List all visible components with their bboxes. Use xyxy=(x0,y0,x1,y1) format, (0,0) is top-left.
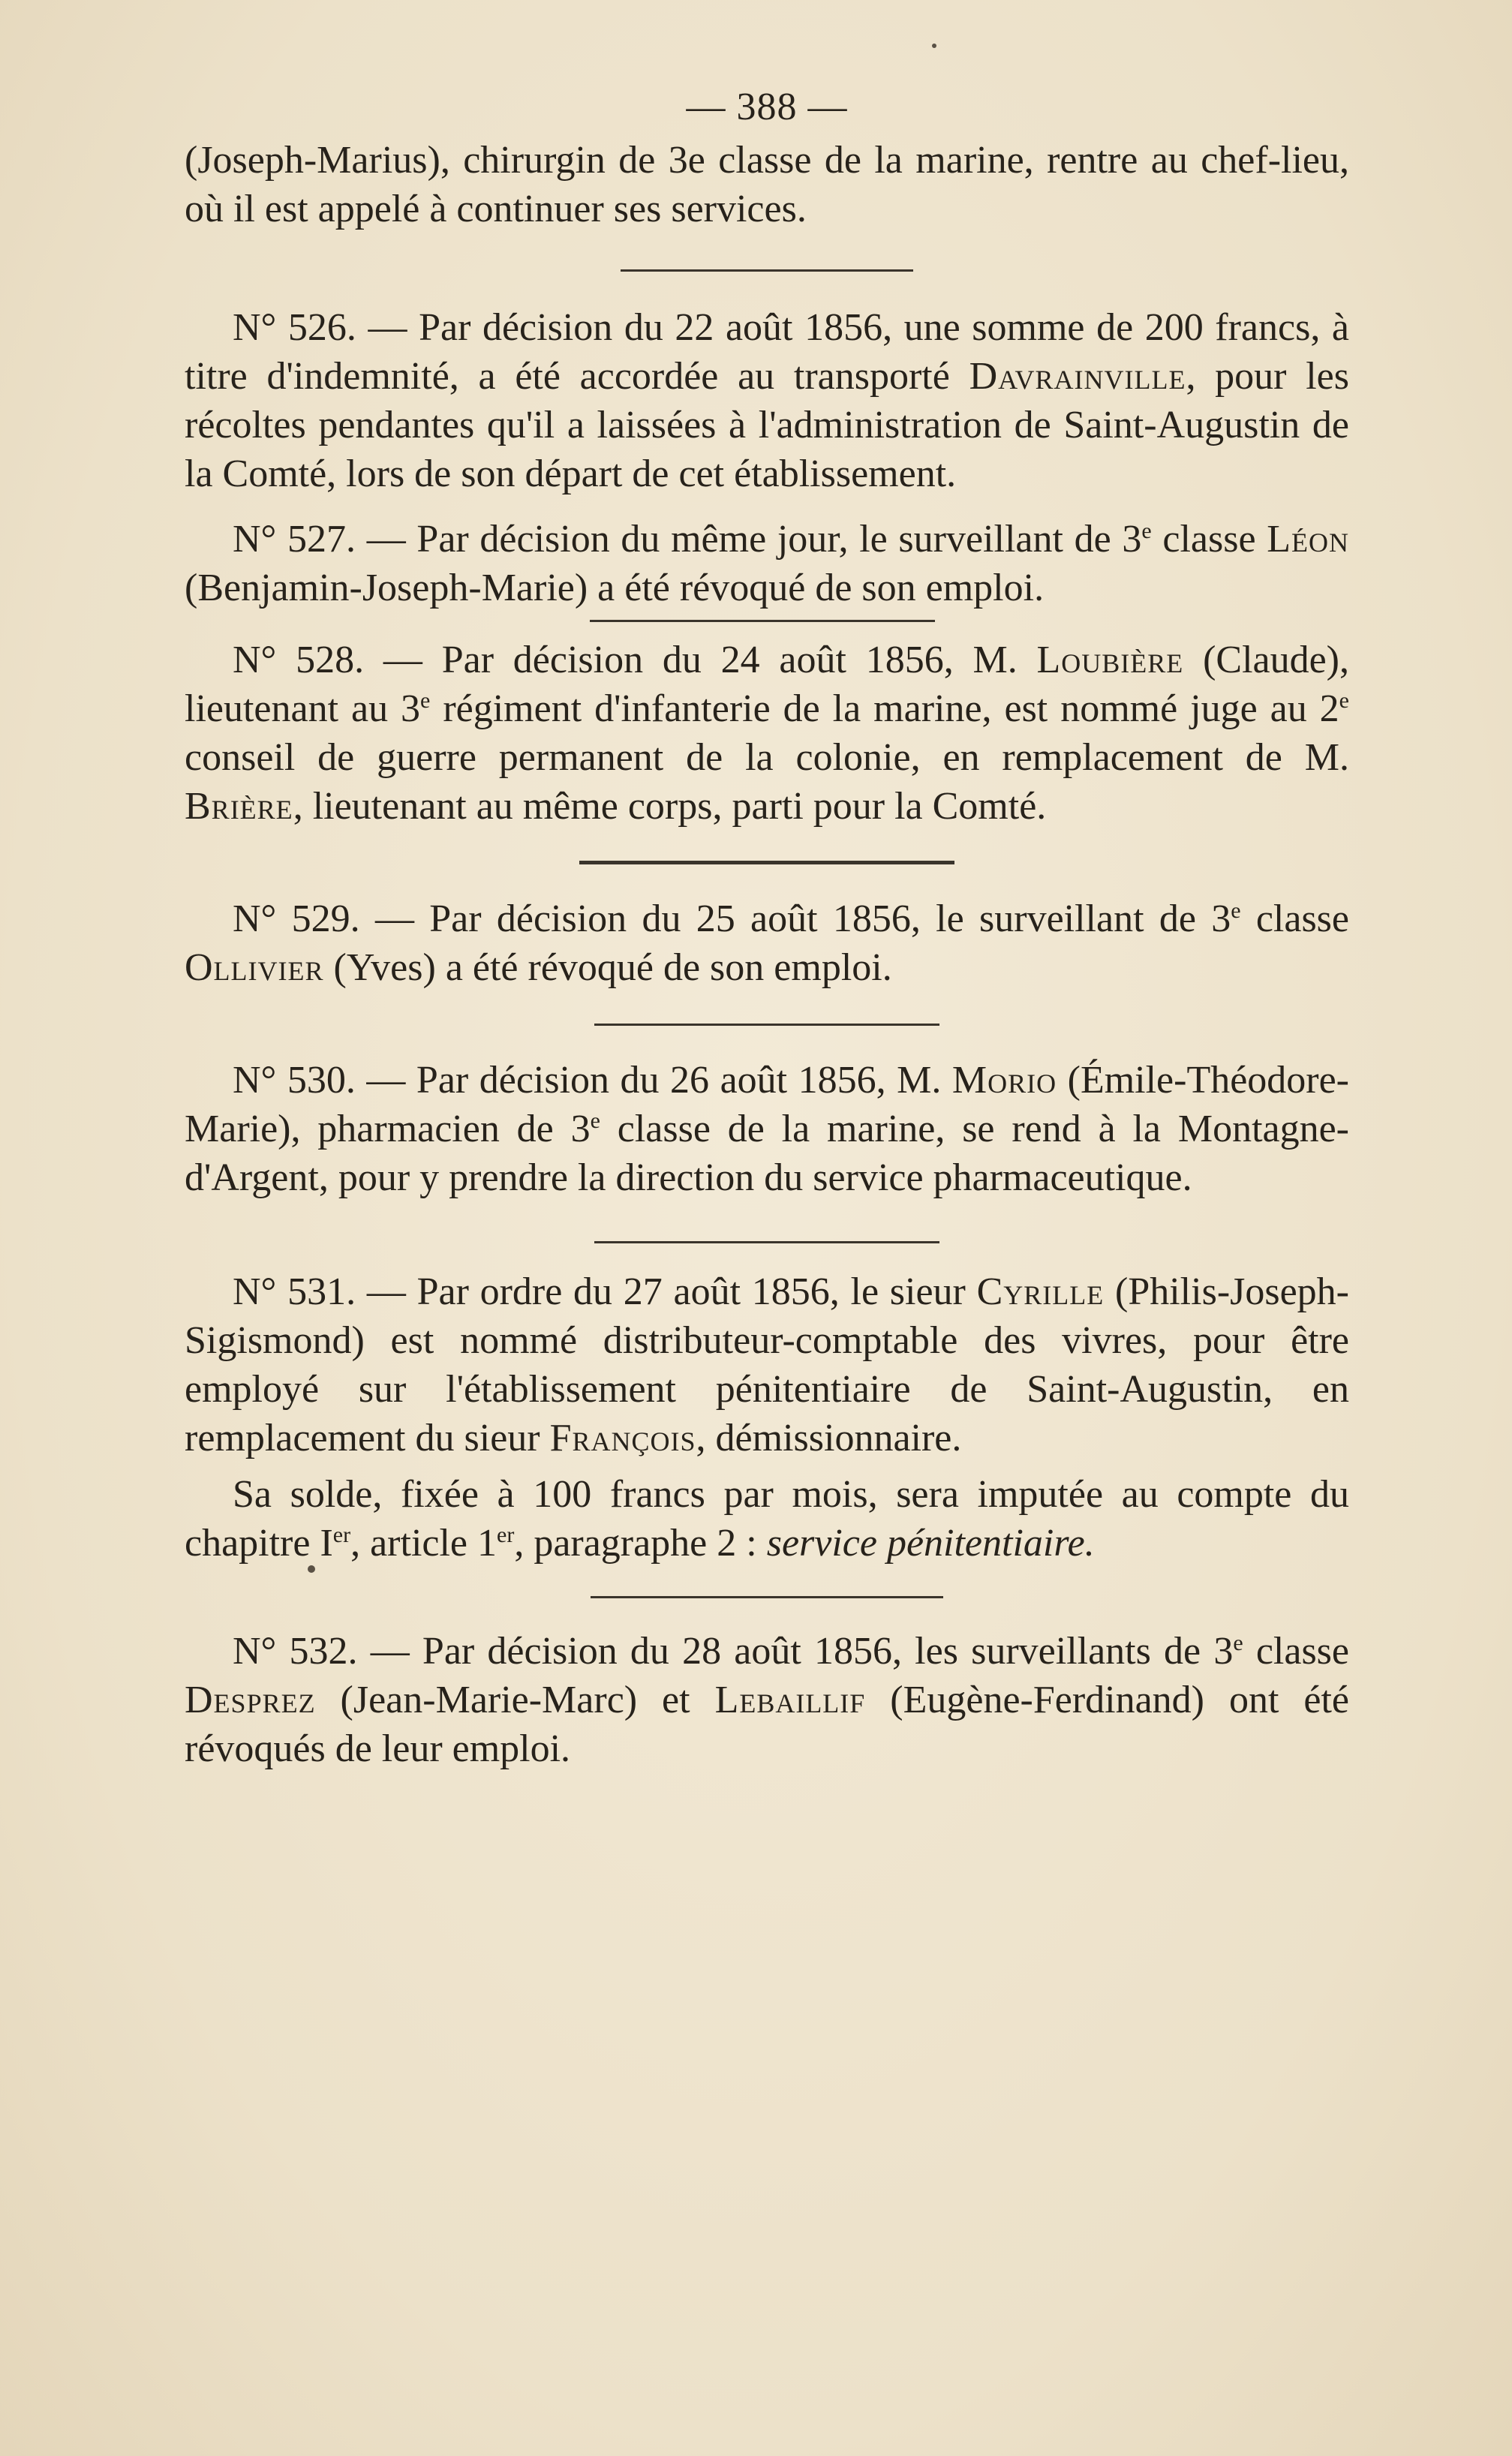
person-name: Davrainville xyxy=(969,355,1186,398)
entry-532: N° 532. — Par décision du 28 août 1856, les surveillants de 3e classe Desprez (Jean-Marie-Marc) et Lebaillif (Eugène-Ferdinand) ont été révoqués de leur emploi. xyxy=(185,1630,1350,1770)
continuation-paragraph: (Joseph-Marius), chirurgin de 3e classe de la marine, rentre au chef-lieu, où il est appelé à continuer ses services. xyxy=(185,139,1349,230)
entry-number: N° 532. xyxy=(233,1630,358,1673)
entry-number: N° 531. xyxy=(233,1270,356,1313)
separator-rule xyxy=(579,861,954,864)
entry-527: N° 527. — Par décision du même jour, le surveillant de 3e classe Léon (Benjamin-Joseph-Marie) a été révoqué de son emploi. xyxy=(185,518,1349,609)
person-name: Lebaillif xyxy=(714,1679,866,1721)
separator-rule xyxy=(621,269,913,272)
person-name: Léon xyxy=(1267,518,1349,561)
entry-531-note: Sa solde, fixée à 100 francs par mois, sera imputée au compte du chapitre Ier, article 1er, paragraphe 2 : service pénitentiaire. xyxy=(185,1473,1349,1565)
person-name: Brière xyxy=(185,785,293,828)
person-name: Morio xyxy=(951,1059,1057,1102)
entry-number: N° 528. xyxy=(233,639,365,681)
entry-529: N° 529. — Par décision du 25 août 1856, le surveillant de 3e classe Ollivier (Yves) a été révoqué de son emploi. xyxy=(185,897,1349,989)
page-content xyxy=(185,83,1349,1773)
separator-rule xyxy=(594,1024,939,1026)
entry-number: N° 526. xyxy=(233,306,356,349)
person-name: François xyxy=(549,1417,696,1459)
entry-531: N° 531. — Par ordre du 27 août 1856, le sieur Cyrille (Philis-Joseph-Sigismond) est nommé distributeur-comptable des vivres, pour être employé sur l'établissement pénitentiaire de Saint-Augustin, en remplacement du sieur François, démissionnaire. xyxy=(185,1270,1349,1459)
person-name: Cyrille xyxy=(976,1270,1105,1313)
separator-rule xyxy=(590,620,935,622)
separator-rule xyxy=(594,1241,939,1243)
entry-528: N° 528. — Par décision du 24 août 1856, M. Loubière (Claude), lieutenant au 3e régiment d'infanterie de la marine, est nommé juge au 2e conseil de guerre permanent de la colonie, en remplacement de M. Brière, lieutenant au même corps, parti pour la Comté. xyxy=(185,639,1349,828)
entry-number: N° 529. xyxy=(233,897,360,940)
entry-530: N° 530. — Par décision du 26 août 1856, M. Morio (Émile-Théodore-Marie), pharmacien de 3e classe de la marine, se rend à la Montagne-d'Argent, pour y prendre la direction du service pharmaceutique. xyxy=(185,1059,1349,1199)
person-name: Loubière xyxy=(1036,639,1184,681)
entry-number: N° 530. xyxy=(233,1059,356,1102)
page-number: — 388 — xyxy=(686,86,848,128)
ink-speck xyxy=(932,44,936,48)
ink-speck xyxy=(308,1565,315,1573)
person-name: Ollivier xyxy=(185,946,324,989)
entry-number: N° 527. xyxy=(233,518,356,561)
separator-rule xyxy=(591,1596,943,1598)
entry-526: N° 526. — Par décision du 22 août 1856, une somme de 200 francs, à titre d'indemnité, a été accordée au transporté Davrainville, pour les récoltes pendantes qu'il a laissées à l'administration de Saint-Augustin de la Comté, lors de son départ de cet établissement. xyxy=(185,306,1349,495)
person-name: Desprez xyxy=(185,1679,316,1721)
